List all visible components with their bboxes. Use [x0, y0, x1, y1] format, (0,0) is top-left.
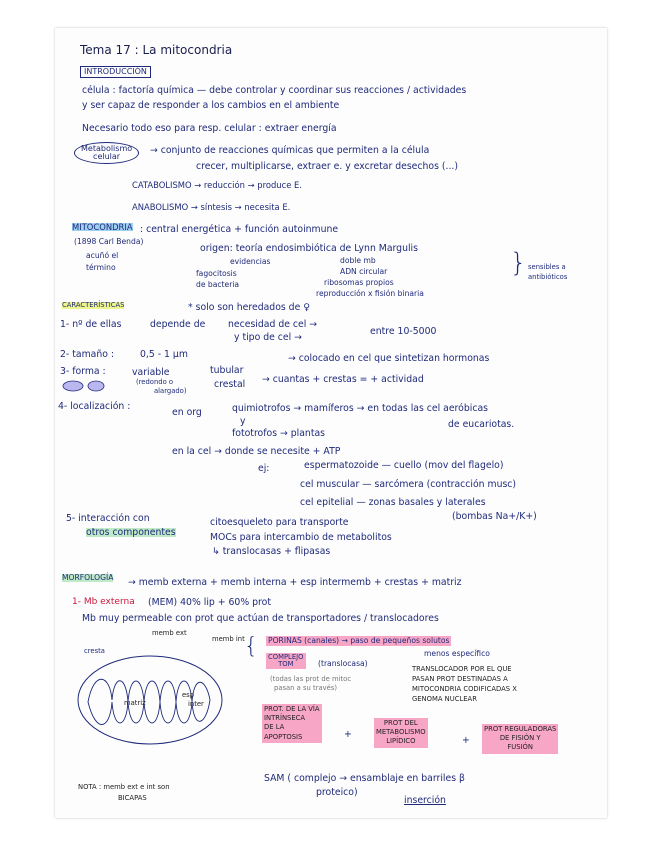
mito-evidence-3: ribosomas propios — [324, 278, 394, 287]
morfo-heading: MORFOLOGÍA — [62, 573, 114, 582]
plus-2: + — [462, 735, 470, 746]
mito-coined-2: acuñó el — [86, 251, 119, 260]
metabolism-oval — [74, 142, 139, 164]
caract-3-tubular: tubular — [210, 365, 244, 376]
caract-3-variable: variable — [132, 367, 170, 378]
caract-4-cel: en la cel → donde se necesite + ATP — [172, 446, 341, 457]
diagram-label-cresta: cresta — [84, 647, 105, 655]
caract-4-quimio-2: de eucariotas. — [448, 419, 515, 430]
prot-metab-box — [374, 718, 428, 748]
prot-reg-2: DE FISIÓN Y — [499, 734, 541, 743]
diagram-label-memb-ext: memb ext — [152, 629, 187, 637]
caract-5-b: MOCs para intercambio de metabolitos — [210, 532, 392, 543]
sam-line: SAM ( complejo → ensamblaje en barriles β — [264, 773, 465, 784]
caract-3-crestal: crestal — [214, 379, 246, 390]
caract-4-example-2: cel muscular — sarcómera (contracción musc) — [300, 479, 517, 490]
caract-3-note: → cuantas + crestas = + actividad — [262, 374, 424, 385]
caract-1-a: necesidad de cel → — [228, 319, 318, 330]
mito-evidence-1: doble mb — [340, 256, 376, 265]
caract-4-example-3b: (bombas Na+/K+) — [452, 511, 537, 522]
caract-3-label: 3- forma : — [60, 366, 106, 377]
prot-apoptosis-box — [262, 704, 322, 743]
metabolism-label-1: Metabolismo — [81, 144, 133, 153]
mito-sensible-1: sensibles a — [528, 263, 566, 271]
caract-3-sub-2: alargado) — [154, 387, 187, 395]
caract-4-y: y — [240, 416, 246, 427]
tom-desc-2: PASAN PROT DESTINADAS A — [412, 675, 508, 683]
caract-5-label-2: otros componentes — [86, 527, 176, 538]
caract-heredado: * solo son heredados de ♀ — [188, 302, 311, 313]
caract-3-sub-1: (redondo o — [136, 378, 174, 386]
mito-origen: origen: teoría endosimbiótica de Lynn Margulis — [200, 243, 418, 254]
catabolismo-line: CATABOLISMO → reducción → produce E. — [132, 180, 302, 190]
branch-brace: { — [244, 634, 258, 659]
mito-coined-1: (1898 Carl Benda) — [74, 237, 144, 246]
caract-5-c: ↳ translocasas + flipasas — [212, 546, 331, 557]
caract-2-label: 2- tamaño : — [60, 349, 114, 360]
mito-sensible-2: antibióticos — [528, 273, 568, 281]
porinas-box: PORINAS (canales) → paso de pequeños solutos — [268, 636, 450, 645]
caract-1-range: entre 10-5000 — [370, 326, 437, 337]
prot-met-3: LIPÍDICO — [386, 737, 416, 746]
diagram-label-memb-int: memb int — [212, 635, 245, 643]
mb-ext-composition: (MEM) 40% lip + 60% prot — [148, 597, 271, 608]
metabolism-def-1: → conjunto de reacciones químicas que permiten a la célula — [150, 145, 430, 156]
prot-reg-3: FUSIÓN — [507, 743, 533, 752]
mito-fagocitosis-2: de bacteria — [196, 280, 240, 289]
caract-3-tub-note: → colocado en cel que sintetizan hormonas — [288, 353, 490, 364]
brace: } — [510, 248, 527, 278]
prot-via-1: PROT. DE LA VÍA — [264, 705, 320, 713]
intro-line-1: célula : factoría química — debe controlar y coordinar sus reacciones / actividades — [82, 85, 467, 96]
nota-line-1: NOTA : memb ext e int son — [78, 783, 170, 791]
tom-desc-1: TRANSLOCADOR POR EL QUE — [412, 665, 512, 673]
tom-note-1: (todas las prot de mitoc — [270, 675, 352, 683]
prot-via-3: DE LA — [264, 723, 285, 732]
caract-4-quimio: quimiotrofos → mamíferos → en todas las cel aeróbicas — [232, 403, 489, 414]
prot-met-1: PROT DEL — [383, 719, 418, 727]
mito-shape-icons — [62, 380, 112, 392]
caract-5-a: citoesqueleto para transporte — [210, 517, 349, 528]
caract-4-foto: fototrofos → plantas — [232, 428, 326, 439]
mito-evidence-2: ADN circular — [340, 267, 388, 276]
morfo-parts: → memb externa + memb interna + esp intermemb + crestas + matriz — [128, 577, 462, 588]
caract-5-label-1: 5- interacción con — [66, 513, 150, 524]
diagram-label-matriz: matriz — [124, 699, 146, 707]
caract-1-label: 1- nº de ellas — [60, 319, 122, 330]
tom-box — [266, 653, 306, 669]
sam-line-2: proteico) — [316, 787, 358, 798]
mito-fagocitosis-1: fagocitosis — [196, 269, 237, 278]
mito-evidence-4: reproducción x fisión binaria — [316, 289, 424, 298]
caract-1-b: y tipo de cel → — [234, 332, 302, 343]
prot-reg-box — [482, 724, 558, 754]
diagram-label-esp: esp — [182, 691, 195, 699]
prot-via-4: APOPTOSIS — [264, 732, 303, 741]
tom-label-1: COMPLEJO — [268, 653, 304, 661]
mb-permeable: Mb muy permeable con prot que actúan de transportadores / translocadores — [82, 613, 439, 624]
caract-4-label: 4- localización : — [58, 401, 131, 412]
mito-coined-3: término — [86, 263, 116, 272]
caract-heading: CARACTERÍSTICAS — [62, 301, 125, 309]
caract-1-text: depende de — [150, 319, 206, 330]
porinas-note: menos específico — [424, 649, 490, 658]
caract-4-example-1: espermatozoide — cuello (mov del flagelo) — [304, 460, 504, 471]
intro-heading: INTRODUCCIÓN — [80, 66, 151, 78]
prot-met-2: METABOLISMO — [376, 728, 426, 737]
intro-line-2: y ser capaz de responder a los cambios en el ambiente — [82, 100, 340, 111]
plus-1: + — [344, 729, 352, 740]
sam-line-3: inserción — [404, 795, 446, 806]
tom-desc-4: GENOMA NUCLEAR — [412, 695, 477, 703]
tom-note-2: pasan a su través) — [274, 684, 338, 692]
intro-line-3: Necesario todo eso para resp. celular : extraer energía — [82, 123, 337, 134]
caract-4-example-3: cel epitelial — zonas basales y laterales — [300, 497, 486, 508]
tom-label-2: TOM — [278, 659, 294, 668]
nota-line-2: BICAPAS — [118, 794, 147, 802]
mb-ext-label: 1- Mb externa — [72, 597, 135, 607]
mito-evidencias: evidencias — [230, 257, 271, 266]
mito-heading: MITOCONDRIA — [72, 222, 133, 232]
caract-2-value: 0,5 - 1 µm — [140, 349, 188, 360]
caract-4-ej: ej: — [258, 463, 270, 474]
prot-via-2: INTRÍNSECA — [264, 714, 306, 723]
page-title: Tema 17 : La mitocondria — [80, 43, 233, 57]
metabolism-def-2: crecer, multiplicarse, extraer e. y excretar desechos (...) — [196, 161, 459, 172]
prot-reg-1: PROT REGULADORAS — [484, 725, 557, 733]
tom-translocasa: (translocasa) — [318, 659, 368, 668]
caract-4-org: en org — [172, 407, 202, 418]
diagram-label-esp-2: inter — [188, 700, 204, 708]
mito-def: : central energética + función autoinmune — [140, 224, 339, 235]
metabolism-label-2: celular — [93, 152, 121, 161]
anabolismo-line: ANABOLISMO → síntesis → necesita E. — [132, 202, 291, 212]
tom-desc-3: MITOCONDRIA CODIFICADAS X — [412, 685, 517, 693]
